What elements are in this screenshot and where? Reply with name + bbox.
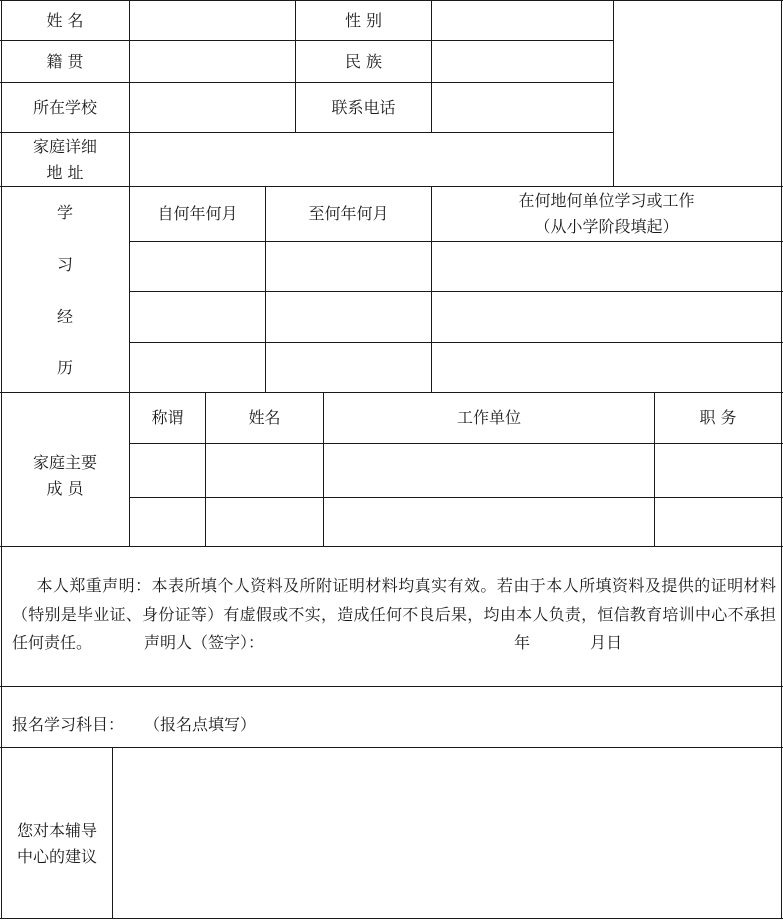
school-field[interactable] <box>130 83 295 132</box>
edu-side-char-4: 历 <box>56 358 73 377</box>
ethnicity-label: 民 族 <box>344 51 383 71</box>
native-field[interactable] <box>130 41 295 82</box>
declaration-month-label: 月 <box>590 633 607 652</box>
school-label-cell <box>1 83 129 132</box>
address-field[interactable] <box>130 133 613 186</box>
edu-col-to-header: 至何年何月 <box>308 204 389 223</box>
suggestion-label-line1: 您对本辅导 <box>16 821 97 840</box>
family-row-2-employer[interactable] <box>324 498 654 546</box>
family-row-1-relation[interactable] <box>130 444 205 497</box>
edu-col-where-line2: （从小学阶段填起） <box>534 217 679 236</box>
edu-row-1-where[interactable] <box>432 242 781 291</box>
ethnicity-field[interactable] <box>432 41 613 82</box>
family-side-line1: 家庭主要 <box>32 452 97 472</box>
declaration-day-label: 日 <box>606 633 623 652</box>
edu-row-3-where[interactable] <box>432 343 781 392</box>
edu-row-3-to[interactable] <box>266 343 431 392</box>
family-col-name-header: 姓名 <box>248 408 281 427</box>
phone-field[interactable] <box>432 83 613 132</box>
phone-label-cell <box>296 83 431 132</box>
family-col-relation-header: 称谓 <box>151 408 184 427</box>
edu-row-1-to[interactable] <box>266 242 431 291</box>
address-label-line1: 家庭详细 <box>32 136 97 156</box>
declaration-signer-label: 声明人（签字）： <box>144 633 265 652</box>
declaration-text: 本人郑重声明：本表所填个人资料及所附证明材料均真实有效。若由于本人所填资料及提供的证明材料（特别是毕业证、身份证等）有虚假或不实，造成任何不良后果，均由本人负责，恒信教育培训中心不承担任何责任。 <box>12 576 776 652</box>
address-label-line2: 地 址 <box>46 162 84 182</box>
ethnicity-label-cell <box>296 41 431 82</box>
subject-label: 报名学习科目： <box>12 715 125 734</box>
native-label-cell <box>1 41 129 82</box>
address-label-cell <box>1 133 129 186</box>
family-side-line2: 成 员 <box>46 478 84 498</box>
suggestion-label-cell <box>2 748 112 918</box>
name-label-cell <box>1 1 129 40</box>
rule-v-right <box>781 0 782 919</box>
edu-side-char-1: 学 <box>56 203 73 222</box>
edu-row-1-from[interactable] <box>130 242 265 291</box>
declaration-paragraph <box>12 572 776 658</box>
gender-label-cell <box>296 1 431 40</box>
edu-col-where-header <box>432 187 781 241</box>
edu-side-char-3: 经 <box>56 307 73 326</box>
subject-row <box>12 712 256 738</box>
edu-col-from-header: 自何年何月 <box>157 204 238 223</box>
gender-label: 性 别 <box>344 10 383 30</box>
family-col-position-header: 职 务 <box>699 408 737 427</box>
school-label: 所在学校 <box>32 97 97 117</box>
family-row-1-position[interactable] <box>655 444 781 497</box>
suggestion-label-line2: 中心的建议 <box>16 847 97 866</box>
rule-h-bottom <box>0 918 783 919</box>
family-row-2-relation[interactable] <box>130 498 205 546</box>
name-label: 姓 名 <box>46 10 84 30</box>
declaration-year-label: 年 <box>514 633 531 652</box>
family-row-2-position[interactable] <box>655 498 781 546</box>
native-label: 籍 贯 <box>46 51 84 71</box>
family-row-1-employer[interactable] <box>324 444 654 497</box>
suggestion-field[interactable] <box>113 748 781 918</box>
edu-row-3-from[interactable] <box>130 343 265 392</box>
phone-label: 联系电话 <box>331 97 396 117</box>
family-side-label <box>1 393 129 546</box>
gender-field[interactable] <box>432 1 613 40</box>
rule-h-fam-end <box>0 546 783 547</box>
rule-h-decl-end <box>0 686 783 687</box>
family-row-2-name[interactable] <box>206 498 323 546</box>
edu-row-2-where[interactable] <box>432 292 781 342</box>
family-col-employer-header: 工作单位 <box>456 408 521 427</box>
edu-col-where-line1: 在何地何单位学习或工作 <box>518 191 695 210</box>
name-field[interactable] <box>130 1 295 40</box>
family-row-1-name[interactable] <box>206 444 323 497</box>
photo-area[interactable] <box>614 1 781 186</box>
subject-note: （报名点填写） <box>144 715 257 734</box>
edu-row-2-to[interactable] <box>266 292 431 342</box>
edu-side-char-2: 习 <box>56 255 73 274</box>
edu-row-2-from[interactable] <box>130 292 265 342</box>
